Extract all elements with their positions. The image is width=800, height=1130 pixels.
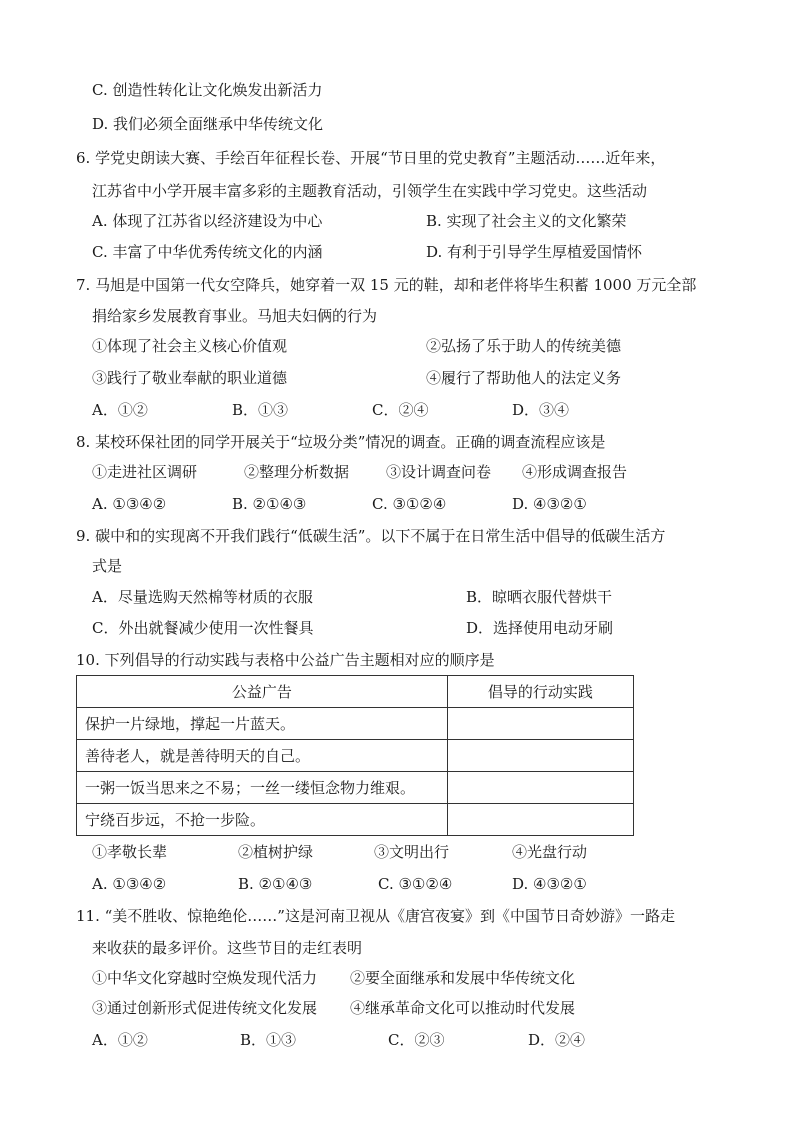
q10-table	[76, 675, 634, 836]
q8-stem: 8. 某校环保社团的同学开展关于“垃圾分类”情况的调查。正确的调查流程应该是	[76, 433, 606, 451]
q10-option-d: D. ④③②①	[512, 875, 587, 893]
q7-option-b: B．①③	[232, 401, 289, 419]
q10-option-b: B. ②①④③	[238, 875, 313, 893]
table-cell-action	[447, 772, 633, 804]
q8-statement-4: ④形成调查报告	[522, 463, 628, 481]
table-cell-ad: 一粥一饭当思来之不易；一丝一缕恒念物力维艰。	[77, 772, 448, 804]
table-header-ad: 公益广告	[77, 676, 448, 708]
q6-option-a: A. 体现了江苏省以经济建设为中心	[92, 212, 323, 230]
q11-statement-4: ④继承革命文化可以推动时代发展	[350, 999, 576, 1017]
q11-option-b: B．①③	[240, 1031, 297, 1049]
q6-stem-line2: 江苏省中小学开展丰富多彩的主题教育活动，引领学生在实践中学习党史。这些活动	[92, 182, 648, 200]
q8-option-b: B. ②①④③	[232, 495, 307, 513]
q7-statement-2: ②弘扬了乐于助人的传统美德	[426, 337, 622, 355]
q6-option-c: C. 丰富了中华优秀传统文化的内涵	[92, 243, 323, 261]
q8-option-a: A. ①③④②	[92, 495, 167, 513]
q8-statement-1: ①走进社区调研	[92, 463, 198, 481]
q11-statement-3: ③通过创新形式促进传统文化发展	[92, 999, 318, 1017]
q7-statement-4: ④履行了帮助他人的法定义务	[426, 369, 622, 387]
q10-statement-3: ③文明出行	[374, 843, 450, 861]
q9-stem-line2: 式是	[92, 557, 123, 575]
q7-statement-3: ③践行了敬业奉献的职业道德	[92, 369, 288, 387]
table-cell-action	[447, 740, 633, 772]
table-cell-ad: 宁绕百步远，不抢一步险。	[77, 804, 448, 836]
q7-option-d: D．③④	[512, 401, 570, 419]
table-header-action: 倡导的行动实践	[447, 676, 633, 708]
table-cell-ad: 善待老人，就是善待明天的自己。	[77, 740, 448, 772]
q9-option-c: C．外出就餐减少使用一次性餐具	[92, 619, 314, 637]
table-row	[77, 772, 634, 804]
q10-stem: 10. 下列倡导的行动实践与表格中公益广告主题相对应的顺序是	[76, 651, 495, 669]
q11-stem-line1: 11. “美不胜收、惊艳绝伦……”这是河南卫视从《唐宫夜宴》到《中国节日奇妙游》一路走	[76, 907, 675, 925]
table-row	[77, 708, 634, 740]
q5-option-d: D. 我们必须全面继承中华传统文化	[92, 115, 324, 133]
q7-option-c: C．②④	[372, 401, 429, 419]
q8-statement-3: ③设计调查问卷	[386, 463, 492, 481]
table-row	[77, 804, 634, 836]
q7-statement-1: ①体现了社会主义核心价值观	[92, 337, 288, 355]
q10-option-a: A. ①③④②	[92, 875, 167, 893]
q11-statement-1: ①中华文化穿越时空焕发现代活力	[92, 969, 318, 987]
q6-option-b: B. 实现了社会主义的文化繁荣	[426, 212, 627, 230]
q10-statement-1: ①孝敬长辈	[92, 843, 168, 861]
q11-statement-2: ②要全面继承和发展中华传统文化	[350, 969, 576, 987]
table-header-row	[77, 676, 634, 708]
q11-option-c: C．②③	[388, 1031, 445, 1049]
q7-stem-line1: 7. 马旭是中国第一代女空降兵，她穿着一双 15 元的鞋，却和老伴将毕生积蓄 1000 万元全部	[76, 276, 697, 294]
q10-statement-2: ②植树护绿	[238, 843, 314, 861]
q5-option-c: C. 创造性转化让文化焕发出新活力	[92, 81, 323, 99]
q6-option-d: D. 有利于引导学生厚植爱国情怀	[426, 243, 643, 261]
q7-option-a: A．①②	[92, 401, 148, 419]
table-cell-action	[447, 804, 633, 836]
table-cell-action	[447, 708, 633, 740]
q8-statement-2: ②整理分析数据	[244, 463, 350, 481]
table-row	[77, 740, 634, 772]
q10-statement-4: ④光盘行动	[512, 843, 588, 861]
q9-option-d: D．选择使用电动牙刷	[466, 619, 614, 637]
q9-option-b: B．晾晒衣服代替烘干	[466, 588, 613, 606]
q7-stem-line2: 捐给家乡发展教育事业。马旭夫妇俩的行为	[92, 307, 378, 325]
q10-option-c: C. ③①②④	[378, 875, 453, 893]
q8-option-d: D. ④③②①	[512, 495, 587, 513]
q9-stem-line1: 9. 碳中和的实现离不开我们践行“低碳生活”。以下不属于在日常生活中倡导的低碳生活方	[76, 527, 666, 545]
q8-option-c: C. ③①②④	[372, 495, 447, 513]
q6-stem-line1: 6. 学党史朗读大赛、手绘百年征程长卷、开展“节日里的党史教育”主题活动……近年来，	[76, 149, 666, 167]
q9-option-a: A．尽量选购天然棉等材质的衣服	[92, 588, 313, 606]
q11-option-d: D．②④	[528, 1031, 586, 1049]
table-cell-ad: 保护一片绿地，撑起一片蓝天。	[77, 708, 448, 740]
q11-stem-line2: 来收获的最多评价。这些节目的走红表明	[92, 939, 363, 957]
q11-option-a: A．①②	[92, 1031, 148, 1049]
